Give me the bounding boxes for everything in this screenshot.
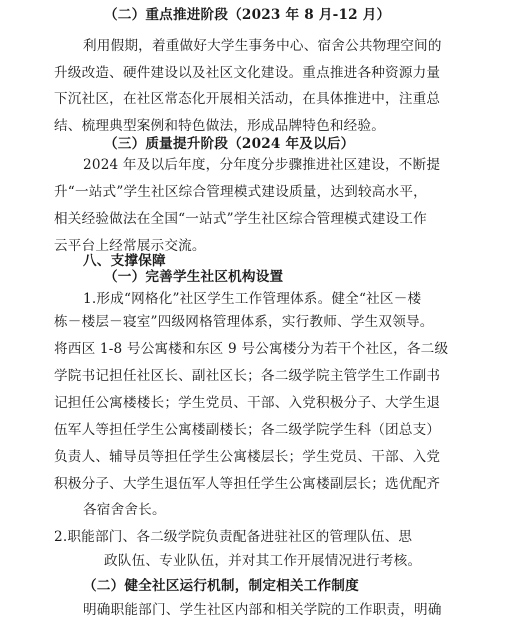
paragraph-line: 下沉社区，在社区常态化开展相关活动，在具体推进中，注重总 [54,91,441,107]
paragraph-line: 学院书记担任社区长、副社区长；各二级学院主管学生工作副书 [54,368,441,384]
paragraph-line: 云平台上经常展示交流。 [54,238,206,254]
paragraph-line: 政队伍、专业队伍，并对其工作开展情况进行考核。 [104,553,422,569]
paragraph-line: 伍军人等担任学生公寓楼副楼长；各二级学院学生科（团总支） [54,422,441,438]
paragraph-line: 相关经验做法在全国“一站式”学生社区综合管理模式建设工作 [54,211,427,227]
section-heading: （一）完善学生社区机构设置 [104,269,284,285]
paragraph-line: 利用假期，着重做好大学生事务中心、宿舍公共物理空间的 [83,38,442,54]
paragraph-line: 记担任公寓楼楼长；学生党员、干部、入党积极分子、大学生退 [54,395,441,411]
paragraph-line: 2024 年及以后年度，分年度分步骤推进社区建设，不断提 [83,157,441,173]
paragraph-line: 明确职能部门、学生社区内部和相关学院的工作职责，明确 [83,602,442,618]
paragraph-line: 栋－楼层－寝室”四级网格管理体系，实行教师、学生双领导。 [54,314,434,330]
paragraph-line: 将西区 1-8 号公寓楼和东区 9 号公寓楼分为若干个社区，各二级 [54,341,449,357]
section-heading: （二）重点推进阶段（2023 年 8 月-12 月） [104,7,391,23]
paragraph-line: 升级改造、硬件建设以及社区文化建设。重点推进各种资源力量 [54,65,441,81]
section-heading: （二）健全社区运行机制，制定相关工作制度 [83,578,359,594]
paragraph-line: 1.形成“网格化”社区学生工作管理体系。健全“社区－楼 [83,291,422,307]
paragraph-line: 各宿舍舍长。 [83,502,166,518]
paragraph-line: 升“一站式”学生社区综合管理模式建设质量，达到较高水平， [54,184,427,200]
paragraph-line: 积极分子、大学生退伍军人等担任学生公寓楼副层长；选优配齐 [54,476,441,492]
paragraph-line: 负责人、辅导员等担任学生公寓楼层长；学生党员、干部、入党 [54,449,441,465]
paragraph-line: 结、梳理典型案例和特色做法，形成品牌特色和经验。 [54,118,386,134]
paragraph-line: 2.职能部门、各二级学院负责配备进驻社区的管理队伍、思 [54,529,413,545]
section-heading: （三）质量提升阶段（2024 年及以后） [104,136,355,152]
chapter-heading: 八、支撑保障 [83,253,166,269]
